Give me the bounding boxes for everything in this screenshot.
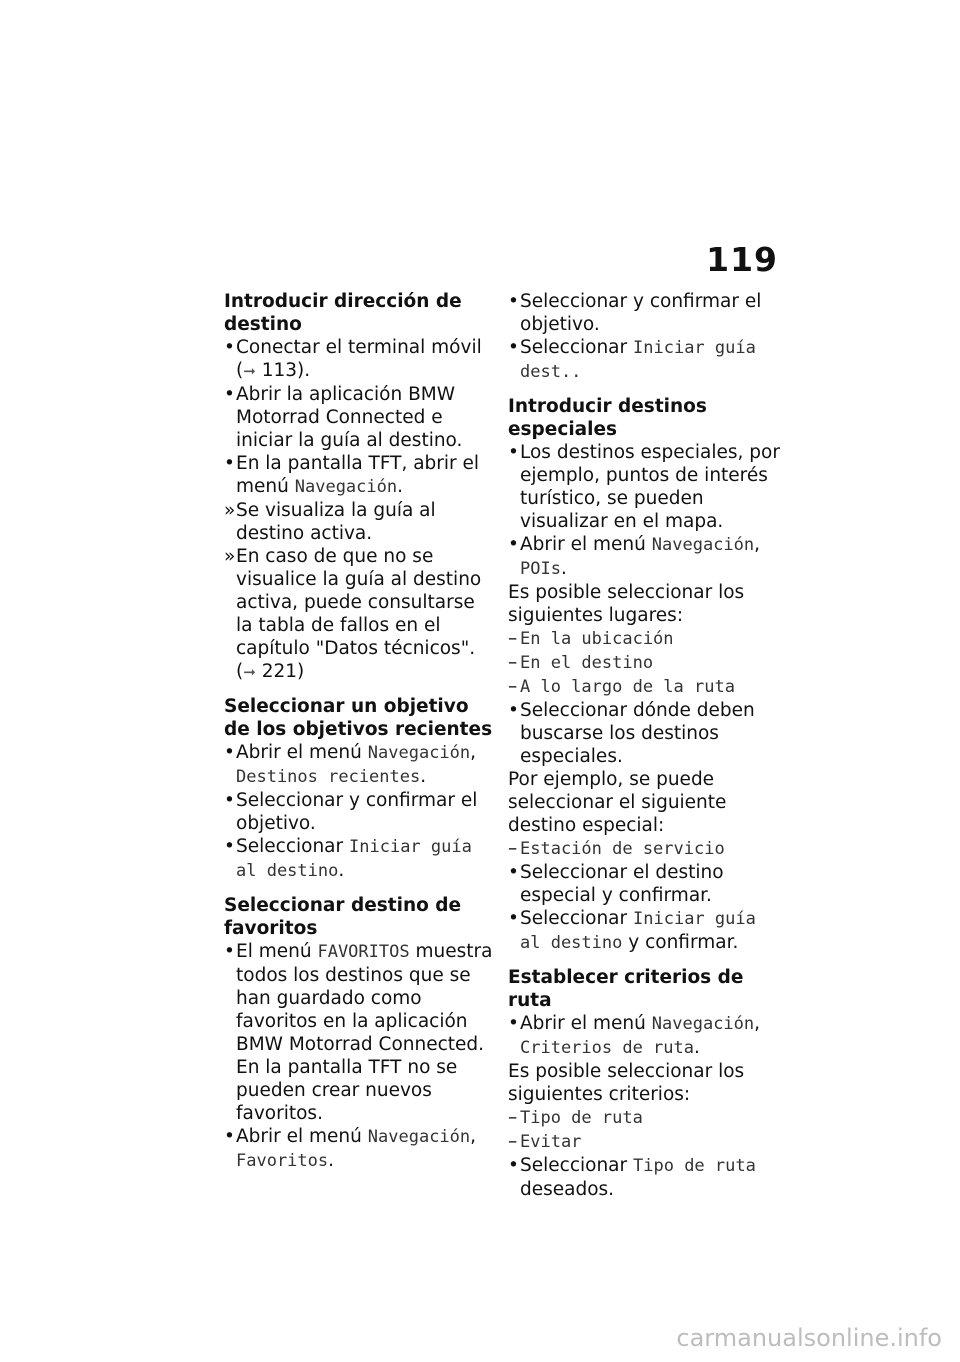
arrow-right-icon: ➞ [243,663,256,681]
watermark: carmanualsonline.info [676,1324,942,1352]
left-column [224,290,494,1173]
list-item: • Seleccionar dónde deben buscarse los destinos especiales. [508,699,783,768]
option-item: – En el destino [508,651,783,675]
list-item: • Abrir la aplicación BMW Motorrad Connected e iniciar la guía al destino. [224,383,494,452]
list-item: • Seleccionar Iniciar guía dest.. [508,336,783,384]
list-item: • Seleccionar y confirmar el objetivo. [508,290,783,336]
list-item: • Los destinos especiales, por ejemplo, puntos de interés turístico, se pueden visualizar en el mapa. [508,441,783,533]
right-column [508,290,783,1201]
list-item: • En la pantalla TFT, abrir el menú Navegación. [224,452,494,499]
option-item: – En la ubicación [508,627,783,651]
option-item: – Tipo de ruta [508,1106,783,1130]
result-item: » Se visualiza la guía al destino activa. [224,499,494,545]
list-item: • Seleccionar y confirmar el objetivo. [224,789,494,835]
paragraph: Por ejemplo, se puede seleccionar el siguiente destino especial: [508,769,727,836]
list-item: • Seleccionar Tipo de ruta deseados. [508,1154,783,1201]
list-item: • Seleccionar Iniciar guía al destino. [224,835,494,883]
result-item: » En caso de que no se visualice la guía al destino activa, puede consultarse la tabla de fallos en el capítulo "Datos técnicos". (➞ 221) [224,545,494,684]
list-item: • Abrir el menú Navegación, POIs. [508,533,783,581]
paragraph: Es posible seleccionar los siguientes lugares: [508,582,745,626]
heading-objetivos-recientes: Seleccionar un objetivo de los objetivos recientes [224,696,493,740]
option-item: – Evitar [508,1130,783,1154]
arrow-right-icon: ➞ [243,362,256,380]
list-item: • Conectar el terminal móvil (➞ 113). [224,336,494,383]
list-item: • Abrir el menú Navegación, Destinos recientes. [224,741,494,789]
heading-destino-favoritos: Seleccionar destino de favoritos [224,895,462,939]
list-item: • Seleccionar Iniciar guía al destino y confirmar. [508,907,783,955]
heading-introducir-direccion: Introducir dirección de destino [224,291,462,335]
heading-destinos-especiales: Introducir destinos especiales [508,396,707,440]
list-item: • El menú FAVORITOS muestra todos los destinos que se han guardado como favoritos en la aplicación BMW Motorrad Connected. En la pantalla TFT no se pueden crear nuevos favoritos. [224,940,494,1125]
option-item: – A lo largo de la ruta [508,675,783,699]
option-item: – Estación de servicio [508,837,783,861]
heading-criterios-ruta: Establecer criterios de ruta [508,967,744,1011]
list-item: • Abrir el menú Navegación, Criterios de ruta. [508,1012,783,1060]
list-item: • Abrir el menú Navegación, Favoritos. [224,1125,494,1173]
paragraph: Es posible seleccionar los siguientes criterios: [508,1061,745,1105]
page-number: 119 [706,240,778,279]
list-item: • Seleccionar el destino especial y confirmar. [508,861,783,907]
